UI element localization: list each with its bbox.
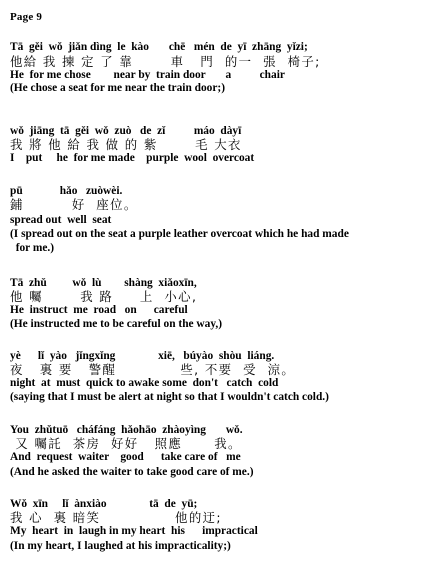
pinyin-line: You zhǔtuō cháfáng hǎohāo zhàoyìng wǒ. bbox=[10, 424, 243, 436]
pinyin-line: pū hǎo zuòwèi. bbox=[10, 185, 123, 197]
pinyin-line: Tā zhǔ wǒ lù shàng xiǎoxīn, bbox=[10, 277, 197, 289]
chinese-line: 我 心 裏 暗笑 他的迂; bbox=[10, 510, 222, 525]
gloss-line: spread out well seat bbox=[10, 214, 112, 226]
gloss-line: He for me chose near by train door a chair bbox=[10, 69, 285, 81]
page-title: Page 9 bbox=[10, 11, 43, 23]
chinese-line: 鋪 好 座位。 bbox=[10, 197, 138, 212]
chinese-line: 他 囑 我 路 上 小心, bbox=[10, 289, 198, 304]
translation-line: (He instructed me to be careful on the way,) bbox=[10, 318, 223, 330]
gloss-line: And request waiter good take care of me bbox=[10, 451, 241, 463]
chinese-line: 他給 我 揀 定 了 靠 車 門 的一 張 椅子; bbox=[10, 54, 321, 69]
gloss-line: He instruct me road on careful bbox=[10, 304, 188, 316]
translation-line: for me.) bbox=[10, 242, 55, 254]
pinyin-line: Tā gěi wǒ jiǎn dìng le kào chē mén de yī zhāng yǐzi; bbox=[10, 41, 308, 53]
gloss-line: I put he for me made purple wool overcoat bbox=[10, 152, 255, 164]
pinyin-line: yè lǐ yào jǐngxǐng xiē, búyào shòu liáng. bbox=[10, 350, 275, 362]
translation-line: (I spread out on the seat a purple leather overcoat which he had made bbox=[10, 228, 349, 240]
chinese-line: 夜 裏 要 警醒 些, 不要 受 涼。 bbox=[10, 362, 296, 377]
translation-line: (saying that I must be alert at night so that I wouldn't catch cold.) bbox=[10, 391, 329, 403]
translation-line: (And he asked the waiter to take good care of me.) bbox=[10, 466, 254, 478]
chinese-line: 又 囑託 茶房 好好 照應 我。 bbox=[10, 436, 242, 451]
pinyin-line: wǒ jiāng tā gěi wǒ zuò de zǐ máo dàyī bbox=[10, 125, 242, 137]
pinyin-line: Wǒ xīn lǐ ànxiào tā de yū; bbox=[10, 498, 198, 510]
gloss-line: night at must quick to awake some don't catch cold bbox=[10, 377, 279, 389]
gloss-line: My heart in laugh in my heart his impractical bbox=[10, 525, 258, 537]
translation-line: (He chose a seat for me near the train door;) bbox=[10, 82, 225, 94]
chinese-line: 我 將 他 給 我 做 的 紫 毛 大衣 bbox=[10, 137, 242, 152]
translation-line: (In my heart, I laughed at his impracticality;) bbox=[10, 540, 231, 552]
